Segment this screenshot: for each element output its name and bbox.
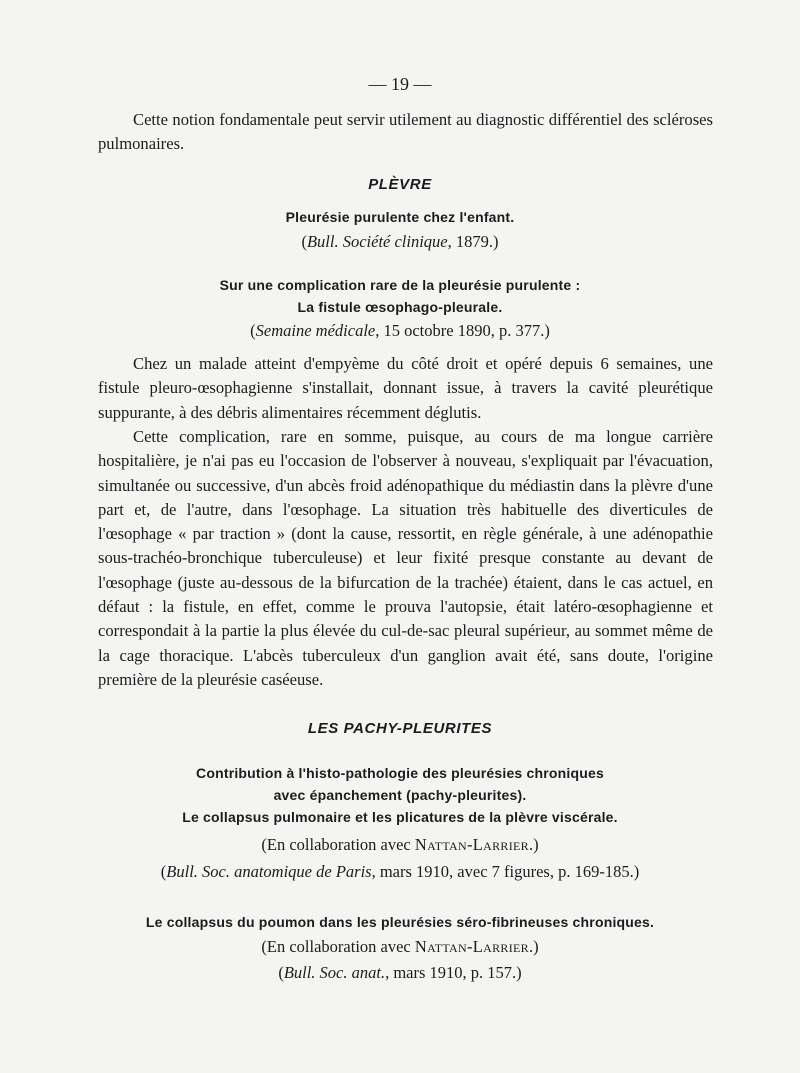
work-title (0, 274, 800, 318)
citation-open: ( (250, 321, 256, 340)
intro-paragraph: Cette notion fondamentale peut servir utilement au diagnostic différentiel des scléroses pulmonaires. (98, 110, 713, 154)
citation-rest: , mars 1910, p. 157.) (385, 963, 522, 982)
work-title-line: La fistule œsophago-pleurale. (297, 299, 503, 315)
citation-journal: Bull. Société clinique (306, 232, 448, 251)
collab-prefix: (En collaboration avec (261, 835, 415, 854)
citation-journal: Bull. Soc. anat. (283, 963, 386, 982)
work-citation (0, 231, 800, 253)
work-title-line: Contribution à l'histo-pathologie des pleurésies chroniques (196, 765, 604, 781)
page-number: — 19 — (368, 74, 432, 94)
work-collaboration (0, 834, 800, 856)
work-title-line: avec épanchement (pachy-pleurites). (273, 787, 527, 803)
citation-journal: Semaine médicale (255, 321, 376, 340)
section-heading-plevre: PLÈVRE (368, 176, 432, 193)
work-title-line: Sur une complication rare de la pleurésie purulente : (219, 277, 581, 293)
citation-rest: , 15 octobre 1890, p. 377.) (375, 321, 550, 340)
collab-suffix: .) (528, 835, 539, 854)
work-citation (0, 962, 800, 984)
work-citation (0, 320, 800, 342)
work-title-line: Pleurésie purulente chez l'enfant. (285, 209, 515, 225)
citation-rest: , mars 1910, avec 7 figures, p. 169-185.) (371, 862, 640, 881)
work-title-line: Le collapsus du poumon dans les pleurésies séro-fibrineuses chroniques. (145, 914, 655, 930)
citation-open: ( (278, 963, 284, 982)
body-paragraph: Chez un malade atteint d'empyème du côté droit et opéré depuis 6 semaines, une fistule pleuro-œsophagienne s'installait, donnant issue, à travers la cavité pleurétique suppurante, à des débris alimentaires récemment déglutis. (98, 354, 713, 422)
body-paragraph: Cette complication, rare en somme, puisque, au cours de ma longue carrière hospitalière, je n'ai pas eu l'occasion de l'observer à nouveau, s'expliquait par l'évacuation, simultanée ou successive, d'un abcès froid adénopathique du médiastin dans la plèvre d'une part et, de l'autre, dans l'œsophage. La situation très habituelle des diverticules de l'œsophage « par traction » (dont la cause, ressortit, en règle générale, à une adénopathie sous-trachéo-bronchique tuberculeuse) et leur fixité presque constante au devant de l'œsophage (juste au-dessous de la bifurcation de la trachée) étaient, dans le cas actuel, en défaut : la fistule, en effet, comme le prouva l'autopsie, était latéro-œsophagienne et correspondait à la partie la plus élevée du cul-de-sac pleural supérieur, au sommet même de la cage thoracique. L'abcès tuberculeux d'un ganglion avait été, sans doute, l'origine première de la pleurésie caséeuse. (98, 427, 713, 689)
work-title (0, 911, 800, 933)
citation-open: ( (301, 232, 307, 251)
collab-suffix: .) (528, 937, 539, 956)
collab-name: Nattan-Larrier (414, 937, 529, 956)
work-collaboration (0, 936, 800, 958)
citation-rest: , 1879.) (447, 232, 499, 251)
citation-open: ( (160, 862, 167, 881)
work-title (0, 206, 800, 228)
collab-name: Nattan-Larrier (414, 835, 529, 854)
work-citation (0, 861, 800, 883)
work-title-line: Le collapsus pulmonaire et les plicatures de la plèvre viscérale. (182, 809, 618, 825)
section-heading-pachy-pleurites: LES PACHY-PLEURITES (307, 720, 493, 737)
citation-journal: Bull. Soc. anatomique de Paris (166, 862, 372, 881)
collab-prefix: (En collaboration avec (261, 937, 415, 956)
work-title (0, 762, 800, 828)
